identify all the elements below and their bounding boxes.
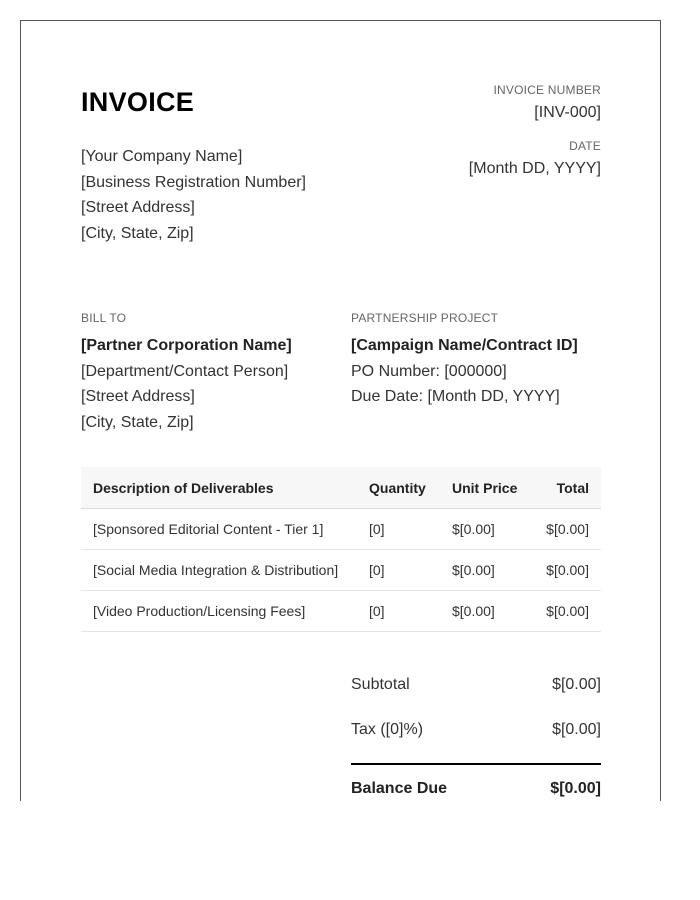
bill-to-label: BILL TO <box>81 311 127 325</box>
bill-to-street: [Street Address] <box>81 388 195 406</box>
invoice-meta <box>469 83 601 178</box>
table-row <box>81 591 601 632</box>
row-unit-price: $[0.00] <box>452 509 546 550</box>
subtotal-value: $[0.00] <box>552 676 601 693</box>
deliverables-table <box>81 467 601 632</box>
totals-section <box>351 671 601 801</box>
project-name: [Campaign Name/Contract ID] <box>351 337 578 354</box>
tax-row <box>351 716 601 761</box>
row-quantity: [0] <box>369 550 452 591</box>
invoice-title: INVOICE <box>81 87 195 117</box>
balance-due-label: Balance Due <box>351 780 448 797</box>
project-label: PARTNERSHIP PROJECT <box>351 311 499 325</box>
row-quantity: [0] <box>369 509 452 550</box>
row-description: [Video Production/Licensing Fees] <box>81 591 369 632</box>
company-name: [Your Company Name] <box>81 148 243 165</box>
bill-to-section <box>81 311 292 436</box>
header-unit-price: Unit Price <box>452 467 546 509</box>
invoice-page <box>20 20 661 801</box>
row-unit-price: $[0.00] <box>452 550 546 591</box>
table-header-row <box>81 467 601 509</box>
subtotal-row <box>351 671 601 716</box>
company-details <box>81 144 306 246</box>
table-row <box>81 550 601 591</box>
tax-value: $[0.00] <box>552 721 601 738</box>
invoice-number-label: INVOICE NUMBER <box>493 83 601 97</box>
header-total: Total <box>546 467 601 509</box>
invoice-date-value: [Month DD, YYYY] <box>468 160 601 177</box>
subtotal-label: Subtotal <box>351 676 410 693</box>
project-section <box>351 311 578 410</box>
balance-due-value: $[0.00] <box>550 780 601 797</box>
header-quantity: Quantity <box>369 467 452 509</box>
header-description: Description of Deliverables <box>81 467 369 509</box>
tax-label: Tax ([0]%) <box>351 721 424 738</box>
invoice-date-label: DATE <box>569 139 601 153</box>
balance-due-row <box>351 763 601 801</box>
project-due-date: Due Date: [Month DD, YYYY] <box>351 388 560 406</box>
bill-to-contact: [Department/Contact Person] <box>81 362 289 380</box>
row-quantity: [0] <box>369 591 452 632</box>
row-total: $[0.00] <box>546 591 601 632</box>
company-registration: [Business Registration Number] <box>81 173 306 191</box>
row-description: [Social Media Integration & Distribution] <box>81 550 369 591</box>
row-unit-price: $[0.00] <box>452 591 546 632</box>
row-total: $[0.00] <box>546 550 601 591</box>
row-total: $[0.00] <box>546 509 601 550</box>
table-row <box>81 509 601 550</box>
invoice-number-value: [INV-000] <box>534 104 601 121</box>
bill-to-city: [City, State, Zip] <box>81 414 194 432</box>
company-street: [Street Address] <box>81 199 195 216</box>
company-city: [City, State, Zip] <box>81 224 194 242</box>
project-po-number: PO Number: [000000] <box>351 362 507 380</box>
bill-to-name: [Partner Corporation Name] <box>81 337 292 354</box>
row-description: [Sponsored Editorial Content - Tier 1] <box>81 509 369 550</box>
